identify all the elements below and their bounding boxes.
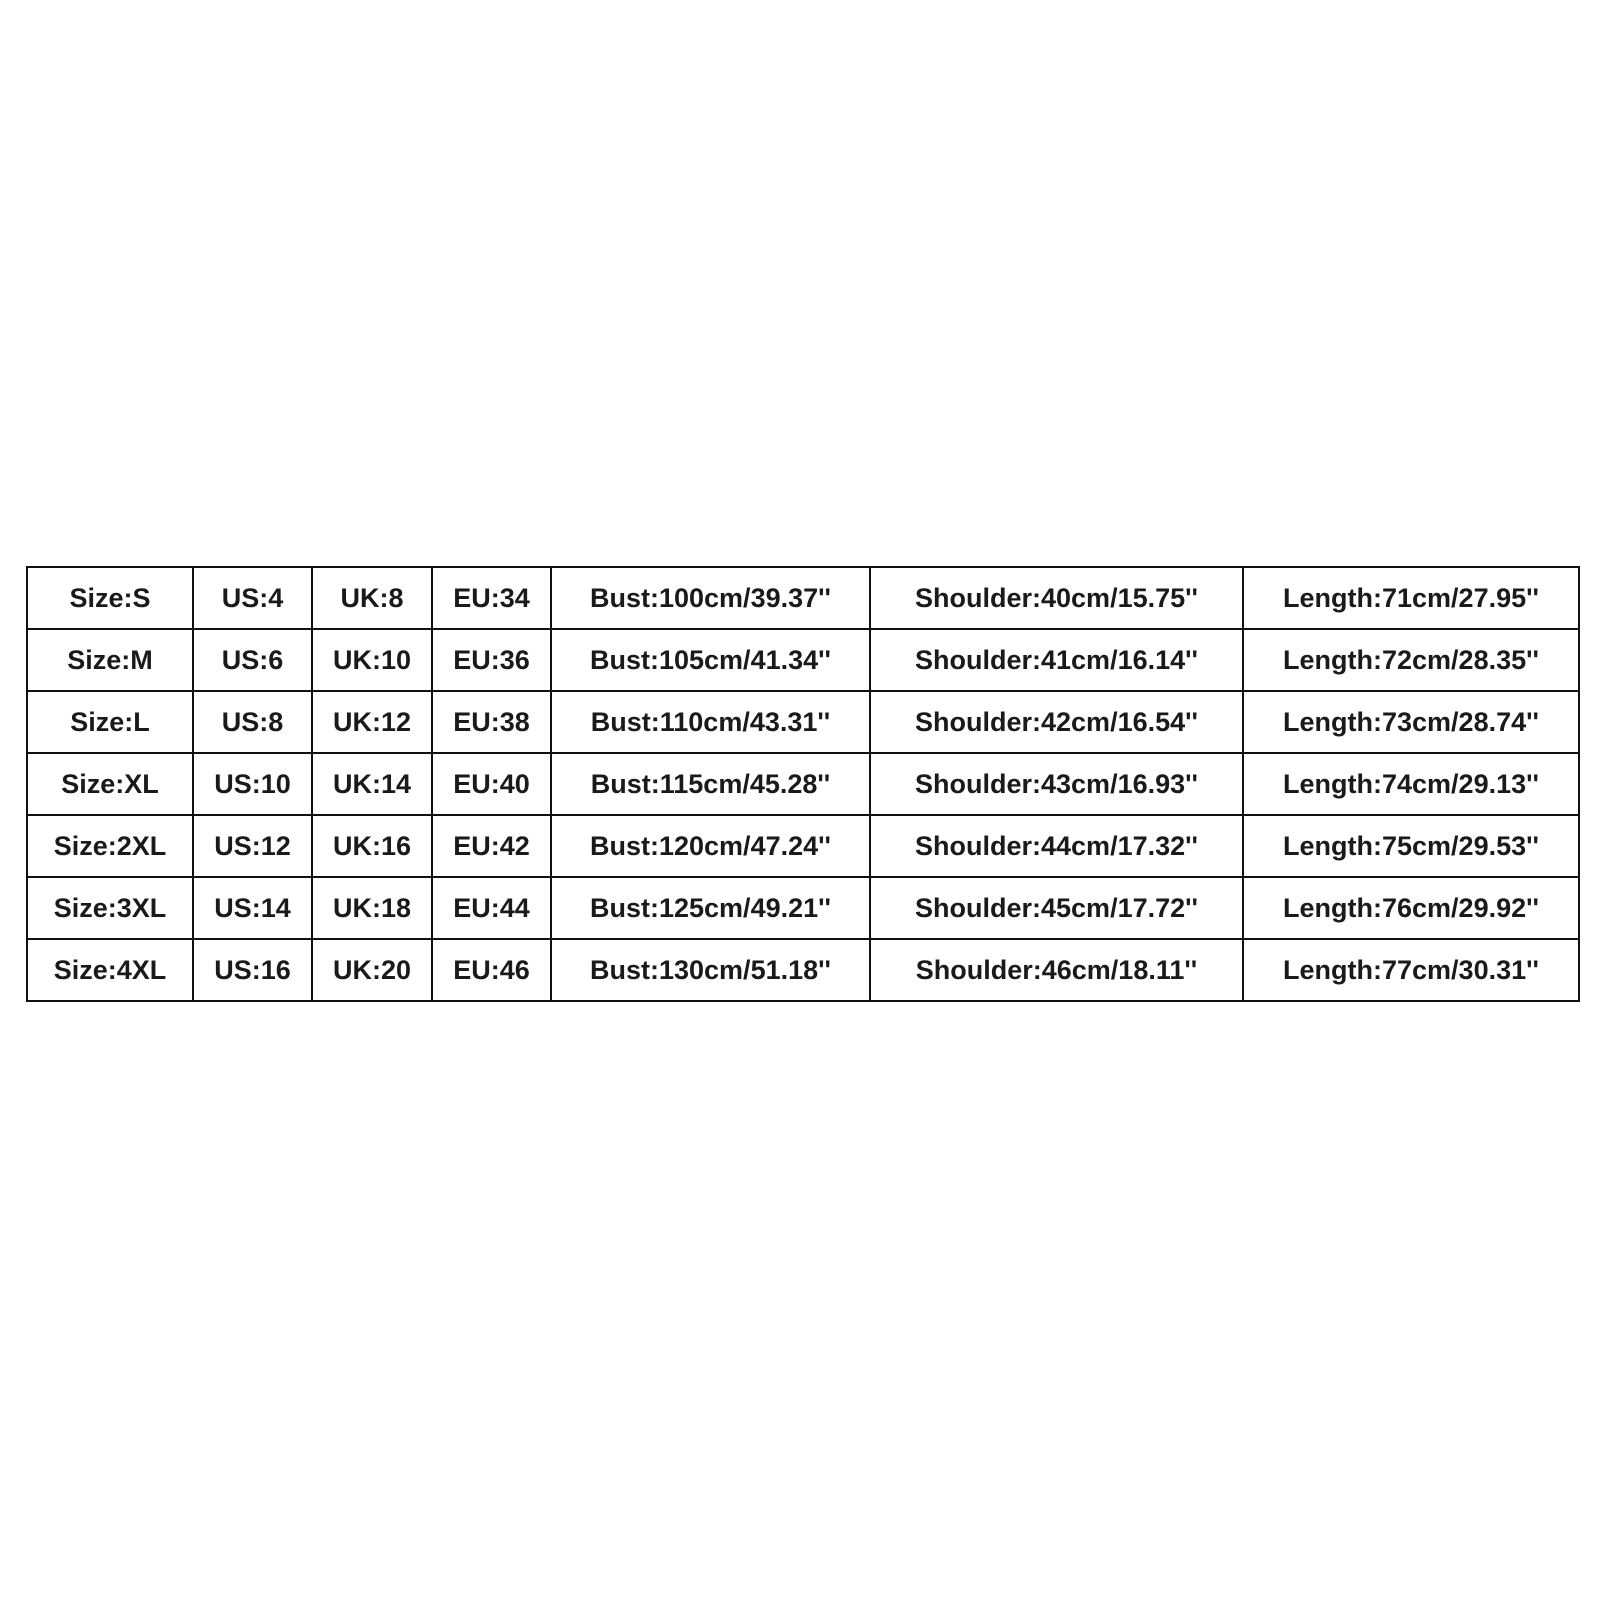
length-cell: Length:77cm/30.31'' <box>1243 939 1579 1001</box>
size-cell: Size:4XL <box>27 939 193 1001</box>
size-cell: Size:3XL <box>27 877 193 939</box>
us-size-cell: US:8 <box>193 691 312 753</box>
bust-cell: Bust:110cm/43.31'' <box>551 691 870 753</box>
bust-cell: Bust:105cm/41.34'' <box>551 629 870 691</box>
size-cell: Size:XL <box>27 753 193 815</box>
shoulder-cell: Shoulder:41cm/16.14'' <box>870 629 1243 691</box>
bust-cell: Bust:100cm/39.37'' <box>551 567 870 629</box>
length-cell: Length:72cm/28.35'' <box>1243 629 1579 691</box>
size-row <box>27 629 1579 691</box>
eu-size-cell: EU:46 <box>432 939 551 1001</box>
shoulder-cell: Shoulder:43cm/16.93'' <box>870 753 1243 815</box>
eu-size-cell: EU:36 <box>432 629 551 691</box>
eu-size-cell: EU:44 <box>432 877 551 939</box>
us-size-cell: US:4 <box>193 567 312 629</box>
bust-cell: Bust:115cm/45.28'' <box>551 753 870 815</box>
shoulder-cell: Shoulder:45cm/17.72'' <box>870 877 1243 939</box>
shoulder-cell: Shoulder:42cm/16.54'' <box>870 691 1243 753</box>
us-size-cell: US:14 <box>193 877 312 939</box>
us-size-cell: US:6 <box>193 629 312 691</box>
size-cell: Size:S <box>27 567 193 629</box>
size-row <box>27 939 1579 1001</box>
us-size-cell: US:12 <box>193 815 312 877</box>
shoulder-cell: Shoulder:44cm/17.32'' <box>870 815 1243 877</box>
uk-size-cell: UK:20 <box>312 939 432 1001</box>
length-cell: Length:71cm/27.95'' <box>1243 567 1579 629</box>
uk-size-cell: UK:8 <box>312 567 432 629</box>
uk-size-cell: UK:12 <box>312 691 432 753</box>
uk-size-cell: UK:18 <box>312 877 432 939</box>
shoulder-cell: Shoulder:40cm/15.75'' <box>870 567 1243 629</box>
length-cell: Length:74cm/29.13'' <box>1243 753 1579 815</box>
us-size-cell: US:16 <box>193 939 312 1001</box>
bust-cell: Bust:125cm/49.21'' <box>551 877 870 939</box>
eu-size-cell: EU:34 <box>432 567 551 629</box>
size-row <box>27 567 1579 629</box>
size-cell: Size:M <box>27 629 193 691</box>
size-cell: Size:L <box>27 691 193 753</box>
length-cell: Length:73cm/28.74'' <box>1243 691 1579 753</box>
uk-size-cell: UK:16 <box>312 815 432 877</box>
shoulder-cell: Shoulder:46cm/18.11'' <box>870 939 1243 1001</box>
size-row <box>27 691 1579 753</box>
bust-cell: Bust:120cm/47.24'' <box>551 815 870 877</box>
size-cell: Size:2XL <box>27 815 193 877</box>
bust-cell: Bust:130cm/51.18'' <box>551 939 870 1001</box>
us-size-cell: US:10 <box>193 753 312 815</box>
size-row <box>27 815 1579 877</box>
eu-size-cell: EU:42 <box>432 815 551 877</box>
uk-size-cell: UK:10 <box>312 629 432 691</box>
eu-size-cell: EU:40 <box>432 753 551 815</box>
eu-size-cell: EU:38 <box>432 691 551 753</box>
uk-size-cell: UK:14 <box>312 753 432 815</box>
size-row <box>27 877 1579 939</box>
length-cell: Length:75cm/29.53'' <box>1243 815 1579 877</box>
length-cell: Length:76cm/29.92'' <box>1243 877 1579 939</box>
size-chart-body <box>27 567 1579 1001</box>
size-row <box>27 753 1579 815</box>
size-chart-table <box>26 566 1580 1002</box>
